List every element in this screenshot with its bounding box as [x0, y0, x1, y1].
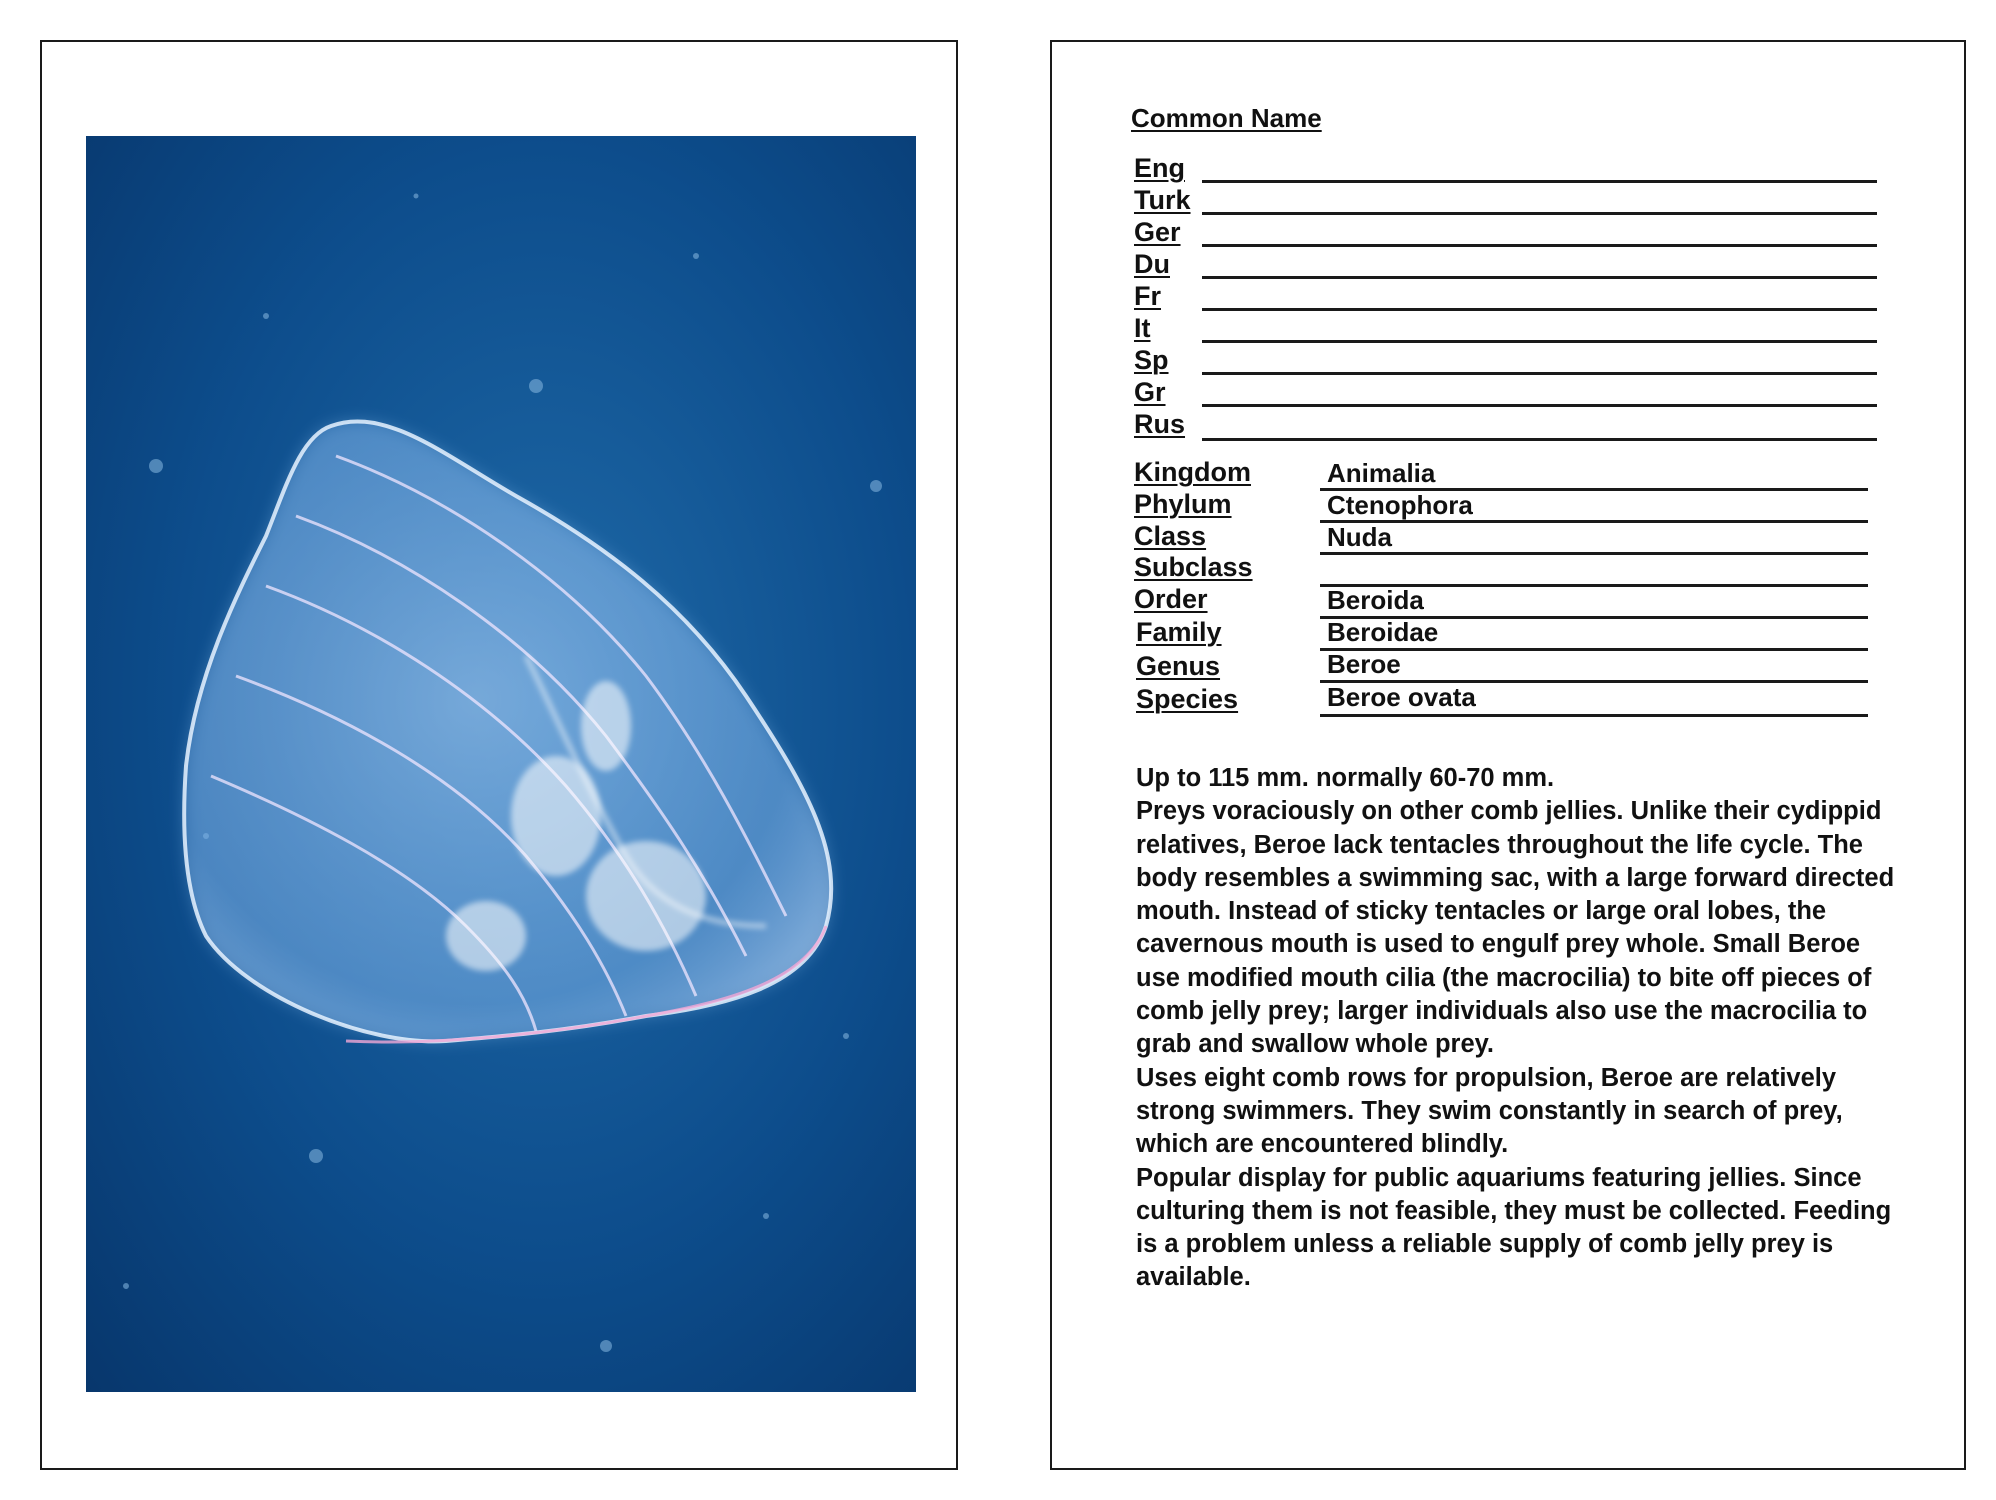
comb-jelly-photo: [86, 136, 916, 1392]
taxonomy-value-order: Beroida: [1327, 585, 1424, 615]
taxonomy-value-family: Beroidae: [1327, 617, 1439, 647]
info-card: [1050, 40, 1966, 1470]
lang-label-fr: Fr: [1134, 281, 1161, 311]
lang-label-turk: Turk: [1134, 185, 1191, 215]
common-name-heading: Common Name: [1131, 103, 1322, 133]
description-locomotion: Uses eight comb rows for propulsion, Beroe are relatively strong swimmers. They swim constantly in search of prey, which are encountered blindly.: [1136, 1063, 1843, 1159]
lang-line-sp: [1202, 372, 1877, 375]
description-size: Up to 115 mm. normally 60-70 mm.: [1136, 764, 1555, 792]
taxonomy-value-class: Nuda: [1327, 522, 1392, 552]
taxonomy-line-family: [1320, 648, 1868, 651]
description-feeding: Preys voraciously on other comb jellies. Unlike their cydippid relatives, Beroe lack tentacles throughout the life cycle. The body resembles a swimming sac, with a large forward directed mouth. Instead of sticky tentacles or large oral lobes, the cavernous mouth is used to engulf prey whole. Small Beroe use modified mouth cilia (the macrocilia) to bite off pieces of comb jelly prey; larger individuals also use the macrocilia to grab and swallow whole prey.: [1136, 797, 1895, 1059]
taxonomy-rank-class: Class: [1134, 521, 1207, 551]
photo-card: [40, 40, 958, 1470]
lang-label-gr: Gr: [1134, 377, 1166, 407]
comb-jelly-illustration: [86, 136, 916, 1392]
taxonomy-line-phylum: [1320, 520, 1868, 523]
lang-label-eng: Eng: [1134, 153, 1185, 183]
taxonomy-value-species: Beroe ovata: [1327, 682, 1476, 712]
taxonomy-rank-species: Species: [1136, 684, 1239, 714]
taxonomy-rank-kingdom: Kingdom: [1134, 457, 1251, 487]
taxonomy-value-kingdom: Animalia: [1327, 458, 1436, 488]
lang-line-turk: [1202, 212, 1877, 215]
lang-label-it: It: [1134, 313, 1151, 343]
lang-line-fr: [1202, 308, 1877, 311]
lang-line-rus: [1202, 438, 1877, 441]
taxonomy-rank-family: Family: [1136, 617, 1222, 647]
species-description: [1136, 762, 1896, 1295]
lang-label-ger: Ger: [1134, 217, 1181, 247]
taxonomy-value-phylum: Ctenophora: [1327, 490, 1473, 520]
lang-line-it: [1202, 340, 1877, 343]
lang-line-gr: [1202, 404, 1877, 407]
lang-label-du: Du: [1134, 249, 1170, 279]
taxonomy-line-class: [1320, 552, 1868, 555]
description-aquarium: Popular display for public aquariums featuring jellies. Since culturing them is not feasible, they must be collected. Feeding is a problem unless a reliable supply of comb jelly prey is available.: [1136, 1163, 1892, 1292]
taxonomy-value-genus: Beroe: [1327, 649, 1401, 679]
taxonomy-rank-order: Order: [1134, 584, 1208, 614]
lang-line-du: [1202, 276, 1877, 279]
lang-line-eng: [1202, 180, 1877, 183]
lang-line-ger: [1202, 244, 1877, 247]
lang-label-sp: Sp: [1134, 345, 1169, 375]
taxonomy-rank-phylum: Phylum: [1134, 489, 1232, 519]
lang-label-rus: Rus: [1134, 409, 1186, 439]
taxonomy-line-species: [1320, 714, 1868, 717]
taxonomy-rank-subclass: Subclass: [1134, 552, 1253, 582]
taxonomy-rank-genus: Genus: [1136, 651, 1221, 681]
